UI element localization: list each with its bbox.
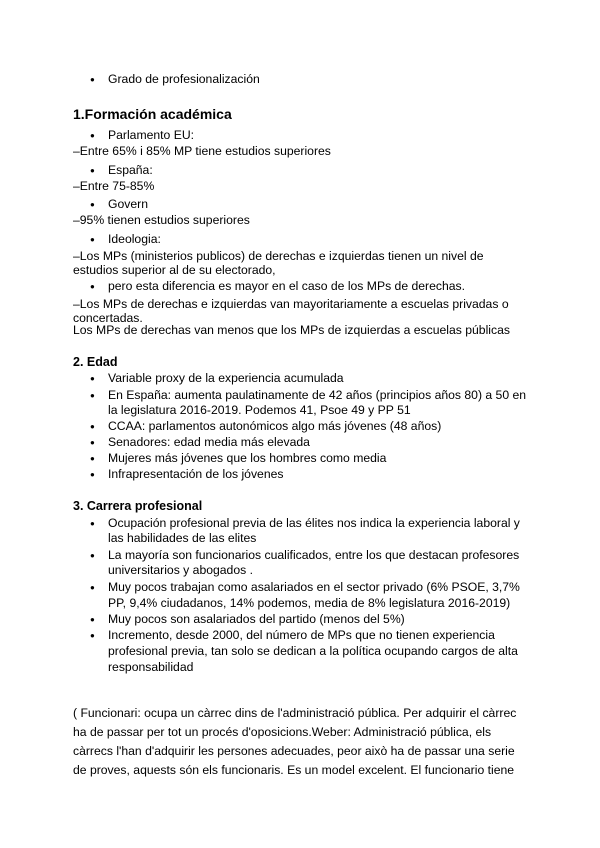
bullet-icon: ● <box>90 75 95 84</box>
list-item-continuation: profesional previa, tan solo se dedican a la política ocupando cargos de alta <box>108 644 518 658</box>
bullet-icon: ● <box>90 374 95 383</box>
bullet-icon: ● <box>90 391 95 400</box>
list-item-continuation: responsabilidad <box>108 660 194 674</box>
list-item: Mujeres más jóvenes que los hombres como media <box>108 451 387 465</box>
list-item-continuation: la legislatura 2016-2019. Podemos 41, Psoe 49 y PP 51 <box>108 403 411 417</box>
bullet-icon: ● <box>90 631 95 640</box>
text-line: estudios superior al de su electorado, <box>73 263 276 277</box>
text-line: –Los MPs (ministerios publicos) de derechas e izquierdas tienen un nivel de <box>73 249 484 263</box>
text-line: –Los MPs de derechas e izquierdas van mayoritariamente a escuelas privadas o <box>73 297 509 311</box>
bullet-icon: ● <box>90 551 95 560</box>
bullet-icon: ● <box>90 438 95 447</box>
paragraph-line: de proves, aquests són els funcionaris. Es un model excelent. El funcionario tiene <box>73 763 515 777</box>
bullet-icon: ● <box>90 235 95 244</box>
bullet-icon: ● <box>90 200 95 209</box>
list-item: Govern <box>108 197 148 211</box>
list-item: pero esta diferencia es mayor en el caso de los MPs de derechas. <box>108 279 466 293</box>
list-item-continuation: las habilidades de las elites <box>108 531 257 545</box>
list-item: Incremento, desde 2000, del número de MPs que no tienen experiencia <box>108 628 495 642</box>
bullet-icon: ● <box>90 131 95 140</box>
bullet-icon: ● <box>90 282 95 291</box>
bullet-icon: ● <box>90 583 95 592</box>
bullet-icon: ● <box>90 166 95 175</box>
list-item: La mayoría son funcionarios cualificados, entre los que destacan profesores <box>108 548 520 562</box>
text-line: –Entre 65% i 85% MP tiene estudios superiores <box>73 144 331 158</box>
list-item-continuation: universitarios y abogados . <box>108 563 253 577</box>
list-item: Muy pocos son asalariados del partido (menos del 5%) <box>108 612 405 626</box>
paragraph-line: càrrecs l'han d'adquirir les persones adecuades, peor això ha de passar una serie <box>73 744 515 758</box>
text-line: –95% tienen estudios superiores <box>73 213 250 227</box>
section-heading-formacion: 1.Formación académica <box>73 106 232 122</box>
list-item: Ocupación profesional previa de las élites nos indica la experiencia laboral y <box>108 516 520 530</box>
bullet-icon: ● <box>90 519 95 528</box>
list-item: Muy pocos trabajan como asalariados en el sector privado (6% PSOE, 3,7% <box>108 580 520 594</box>
section-heading-edad: 2. Edad <box>73 355 118 369</box>
list-item: Parlamento EU: <box>108 128 195 142</box>
paragraph-line: ( Funcionari: ocupa un càrrec dins de l'administració pública. Per adquirir el càrrec <box>73 706 517 720</box>
bullet-icon: ● <box>90 454 95 463</box>
list-item: Senadores: edad media más elevada <box>108 435 310 449</box>
list-item: Variable proxy de la experiencia acumulada <box>108 371 344 385</box>
section-heading-carrera: 3. Carrera profesional <box>73 499 203 513</box>
list-item: En España: aumenta paulatinamente de 42 años (principios años 80) a 50 en <box>108 388 527 402</box>
list-item: Infrapresentación de los jóvenes <box>108 467 284 481</box>
top-list-item: Grado de profesionalización <box>108 72 260 86</box>
text-line: concertadas. <box>73 311 143 325</box>
bullet-icon: ● <box>90 422 95 431</box>
list-item: España: <box>108 163 153 177</box>
list-item: Ideologia: <box>108 232 161 246</box>
paragraph-line: ha de passar per tot un procés d'oposicions.Weber: Administració pública, els <box>73 725 492 739</box>
list-item: CCAA: parlamentos autonómicos algo más jóvenes (48 años) <box>108 419 442 433</box>
list-item-continuation: PP, 9,4% ciudadanos, 14% podemos, media de 8% legislatura 2016-2019) <box>108 596 511 610</box>
bullet-icon: ● <box>90 470 95 479</box>
bullet-icon: ● <box>90 615 95 624</box>
text-line: Los MPs de derechas van menos que los MPs de izquierdas a escuelas públicas <box>73 323 510 337</box>
text-line: –Entre 75-85% <box>73 179 155 193</box>
